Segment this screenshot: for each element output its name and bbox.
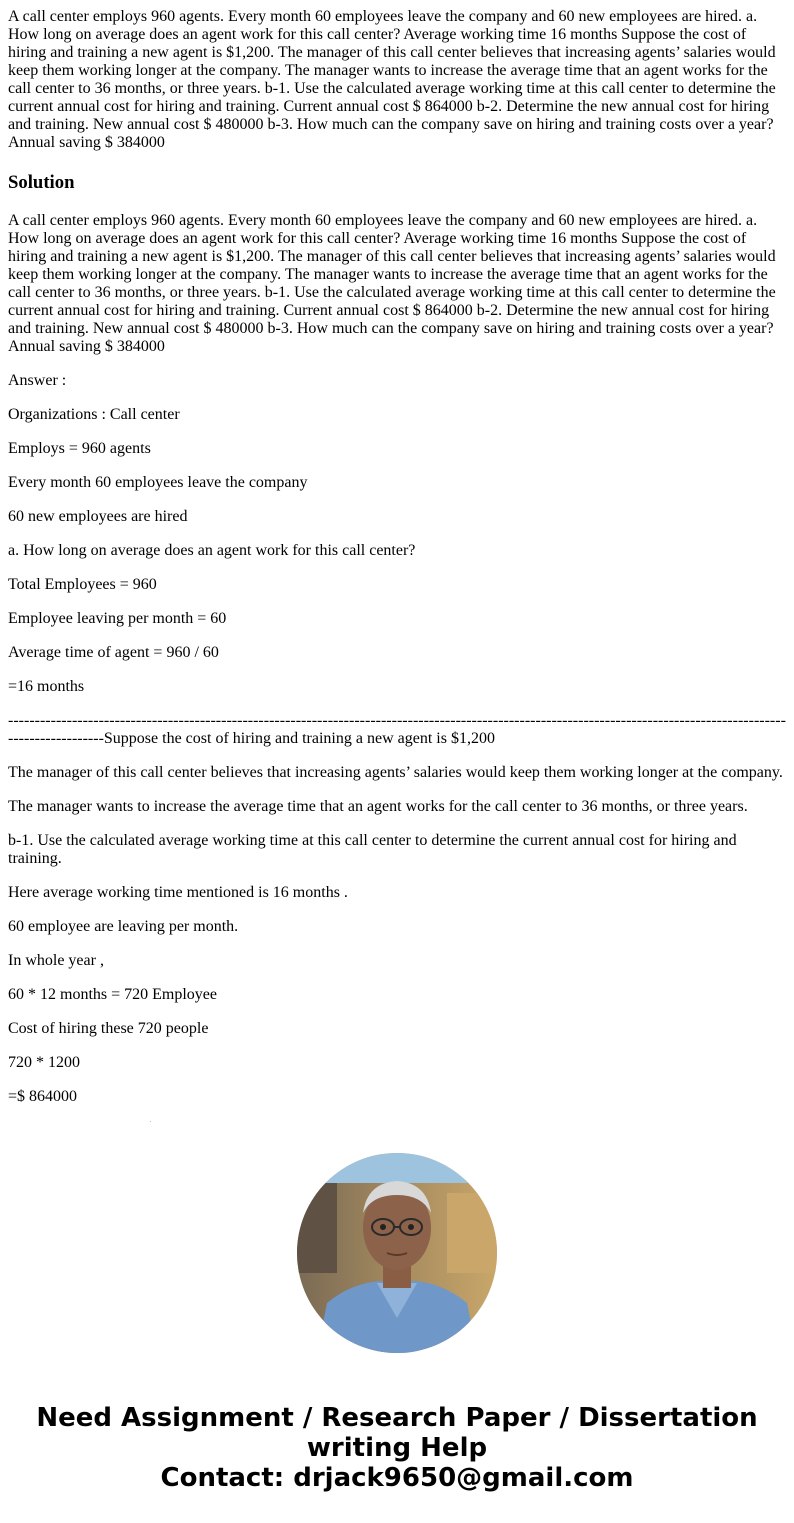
solution-line: Organizations : Call center — [8, 406, 180, 423]
footer-line-1: Need Assignment / Research Paper / Dissertation — [36, 1403, 758, 1433]
solution-line: b-1. Use the calculated average working time at this call center to determine the current annual cost for hiring and training. — [8, 832, 737, 867]
footer-line-2: writing Help — [306, 1433, 488, 1463]
solution-line: The manager wants to increase the average time that an agent works for the call center to 36 months, or three years. — [8, 798, 748, 815]
solution-line: 720 * 1200 — [8, 1054, 80, 1071]
solution-line: Here average working time mentioned is 16 months . — [8, 884, 348, 901]
solution-line: Every month 60 employees leave the company — [8, 474, 308, 491]
solution-heading: Solution — [8, 172, 75, 193]
divider-dot — [150, 1121, 151, 1122]
solution-line: a. How long on average does an agent work for this call center? — [8, 542, 416, 559]
avatar-portrait-icon — [297, 1153, 497, 1353]
solution-line: 60 new employees are hired — [8, 508, 188, 525]
solution-line: In whole year , — [8, 952, 104, 969]
footer-contact: Contact: drjack9650@gmail.com — [160, 1463, 634, 1493]
solution-line: Average time of agent = 960 / 60 — [8, 644, 219, 661]
author-avatar — [297, 1153, 497, 1353]
solution-line: 60 employee are leaving per month. — [8, 918, 239, 935]
solution-line: Employs = 960 agents — [8, 440, 151, 457]
separator-line: --------------------------------------------------------------------------------------------------------------------------------------------------------------------Suppose the cost of hiring and training a new agent is $1,200 — [8, 712, 786, 747]
solution-line: =$ 864000 — [8, 1088, 78, 1105]
question-text: A call center employs 960 agents. Every month 60 employees leave the company and 60 new employees are hired. a. How long on average does an agent work for this call center? Average working time 16 months Suppose the cost of hiring and training a new agent is $1,200. The manager of this call center believes that increasing agents’ salaries would keep them working longer at the company. The manager wants to increase the average time that an agent works for the call center to 36 months, or three years. b-1. Use the calculated average working time at this call center to determine the current annual cost for hiring and training. Current annual cost $ 864000 b-2. Determine the new annual cost for hiring and training. New annual cost $ 480000 b-3. How much can the company save on hiring and training costs over a year? Annual saving $ 384000 — [8, 8, 776, 151]
solution-line: Cost of hiring these 720 people — [8, 1020, 209, 1037]
solution-line: The manager of this call center believes that increasing agents’ salaries would keep them working longer at the company. — [8, 764, 783, 781]
solution-line: Answer : — [8, 372, 67, 389]
solution-line: =16 months — [8, 678, 85, 695]
solution-question-text: A call center employs 960 agents. Every month 60 employees leave the company and 60 new employees are hired. a. How long on average does an agent work for this call center? Average working time 16 months Suppose the cost of hiring and training a new agent is $1,200. The manager of this call center believes that increasing agents’ salaries would keep them working longer at the company. The manager wants to increase the average time that an agent works for the call center to 36 months, or three years. b-1. Use the calculated average working time at this call center to determine the current annual cost for hiring and training. Current annual cost $ 864000 b-2. Determine the new annual cost for hiring and training. New annual cost $ 480000 b-3. How much can the company save on hiring and training costs over a year? Annual saving $ 384000 — [8, 212, 776, 355]
promo-footer — [0, 1403, 794, 1493]
solution-line: Total Employees = 960 — [8, 576, 157, 593]
solution-line: 60 * 12 months = 720 Employee — [8, 986, 218, 1003]
document-body — [8, 8, 786, 1122]
solution-line: Employee leaving per month = 60 — [8, 610, 227, 627]
